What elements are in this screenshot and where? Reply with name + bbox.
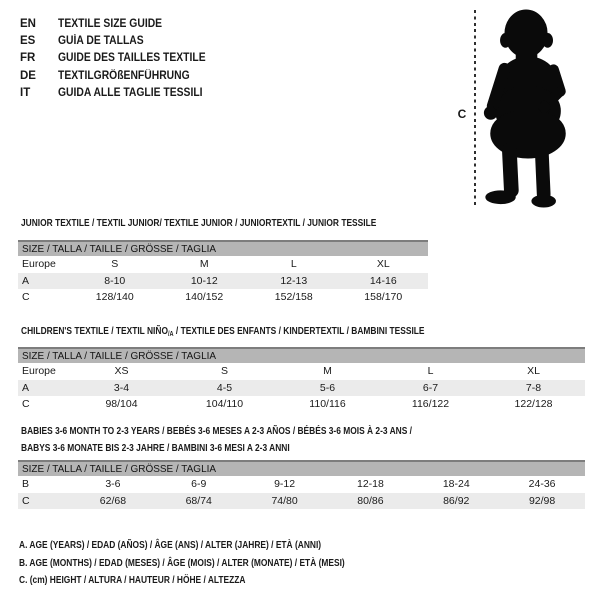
row-label: C <box>22 398 30 411</box>
cell: 3-6 <box>105 478 121 491</box>
lang-row-es <box>20 32 222 49</box>
cell: 9-12 <box>274 478 296 491</box>
row-label: A <box>22 274 30 287</box>
table-row <box>18 493 585 510</box>
lang-row-en <box>20 15 222 32</box>
cell: 128/140 <box>95 291 134 304</box>
cell: 6-9 <box>191 478 207 491</box>
lang-code: EN <box>20 17 36 30</box>
title-suffix: / TEXTILE DES ENFANTS / KINDERTEXTIL / BAMBINI TESSILE <box>173 325 425 337</box>
cell: 104/110 <box>205 398 244 411</box>
table-row <box>18 363 585 380</box>
cell: 68/74 <box>185 494 212 507</box>
cell: 12-18 <box>356 478 384 491</box>
cell: 140/152 <box>185 291 224 304</box>
note-text: C. (cm) HEIGHT / ALTURA / HAUTEUR / HÖHE / ALTEZZA <box>19 575 246 587</box>
lang-title: TEXTILE SIZE GUIDE <box>58 17 163 30</box>
title-subscript: /A <box>167 331 174 338</box>
lang-row-de <box>20 67 222 84</box>
table-row <box>18 396 585 413</box>
cell: 10-12 <box>190 274 218 287</box>
cell: 14-16 <box>369 274 397 287</box>
lang-code: ES <box>20 35 36 48</box>
lang-title: TEXTILGRÖßENFÜHRUNG <box>58 69 190 82</box>
lang-title: GUIDA ALLE TAGLIE TESSILI <box>58 87 203 100</box>
baby-silhouette-image <box>478 8 578 208</box>
lang-code: IT <box>20 87 31 100</box>
height-marker-label: C <box>457 107 467 121</box>
babies-title-line1: BABIES 3-6 MONTH TO 2-3 YEARS / BEBÉS 3-6 MESES A 2-3 AÑOS / BÉBÉS 3-6 MOIS À 2-3 ANS / <box>21 425 413 437</box>
babies-table-title <box>21 423 510 457</box>
table-row <box>18 476 585 493</box>
babies-title-line2: BABYS 3-6 MONATE BIS 2-3 JAHRE / BAMBINI 3-6 MESI A 2-3 ANNI <box>21 442 290 454</box>
lang-row-it <box>20 85 222 102</box>
children-table-title <box>21 323 525 343</box>
babies-size-table <box>18 460 585 509</box>
cell: 110/116 <box>309 398 346 411</box>
cell: 24-36 <box>528 478 556 491</box>
cell: 74/80 <box>271 494 298 507</box>
height-figure <box>452 0 600 215</box>
cell: 18-24 <box>442 478 470 491</box>
cell: L <box>427 365 434 378</box>
lang-title: GUÍA DE TALLAS <box>58 35 144 48</box>
cell: 7-8 <box>525 381 542 394</box>
cell: 116/122 <box>411 398 450 411</box>
cell: 86/92 <box>443 494 470 507</box>
size-header-label: SIZE / TALLA / TAILLE / GRÖSSE / TAGLIA <box>22 243 217 255</box>
table-row <box>18 289 428 306</box>
table-row <box>18 256 428 273</box>
size-header-label: SIZE / TALLA / TAILLE / GRÖSSE / TAGLIA <box>22 463 217 475</box>
note-text: A. AGE (YEARS) / EDAD (AÑOS) / ÂGE (ANS) / ALTER (JAHRE) / ETÀ (ANNI) <box>19 540 322 551</box>
height-dashed-line <box>474 10 476 206</box>
row-label: Europe <box>22 365 56 378</box>
cell: 6-7 <box>422 381 439 394</box>
cell: 80/86 <box>357 494 384 507</box>
table-row <box>18 380 585 397</box>
cell: XL <box>376 258 390 271</box>
cell: 158/170 <box>364 291 403 304</box>
note-age-years <box>19 537 407 555</box>
language-title-list <box>20 15 222 102</box>
lang-title: GUIDE DES TAILLES TEXTILE <box>58 52 206 65</box>
size-header-row <box>18 460 585 476</box>
row-label: A <box>22 381 30 394</box>
lang-code: FR <box>20 52 36 65</box>
lang-row-fr <box>20 50 222 67</box>
children-size-table <box>18 347 585 413</box>
children-table-title-text <box>21 323 425 343</box>
size-header-row <box>18 240 428 256</box>
lang-code: DE <box>20 69 36 82</box>
size-header-row <box>18 347 585 363</box>
note-text: B. AGE (MONTHS) / EDAD (MESES) / ÂGE (MOIS) / ALTER (MONATE) / ETÀ (MESI) <box>19 557 345 569</box>
cell: 152/158 <box>274 291 313 304</box>
title-prefix: CHILDREN'S TEXTILE / TEXTIL NIÑO <box>21 325 168 337</box>
cell: 98/104 <box>105 398 138 411</box>
row-label: B <box>22 478 30 491</box>
junior-table-title <box>21 215 465 232</box>
junior-size-table <box>18 240 428 306</box>
cell: 8-10 <box>104 274 126 287</box>
cell: 92/98 <box>528 494 556 507</box>
row-label: C <box>22 291 30 304</box>
note-height-cm <box>19 572 407 590</box>
table-row <box>18 273 428 290</box>
note-age-months <box>19 555 407 573</box>
cell: XL <box>527 365 540 378</box>
size-header-label: SIZE / TALLA / TAILLE / GRÖSSE / TAGLIA <box>22 350 217 362</box>
cell: 12-13 <box>280 274 308 287</box>
junior-table-title-text: JUNIOR TEXTILE / TEXTIL JUNIOR/ TEXTILE JUNIOR / JUNIORTEXTIL / JUNIOR TESSILE <box>21 217 377 229</box>
cell: 4-5 <box>216 381 233 394</box>
cell: M <box>323 365 332 378</box>
cell: M <box>199 258 209 271</box>
cell: S <box>111 258 119 271</box>
cell: 62/68 <box>99 494 127 507</box>
cell: XS <box>114 365 129 378</box>
row-label: C <box>22 494 30 507</box>
legend-notes <box>19 537 407 590</box>
cell: 3-4 <box>113 381 130 394</box>
cell: L <box>290 258 297 271</box>
cell: S <box>220 365 228 378</box>
cell: 122/128 <box>514 398 553 411</box>
row-label: Europe <box>22 258 56 271</box>
cell: 5-6 <box>319 381 336 394</box>
